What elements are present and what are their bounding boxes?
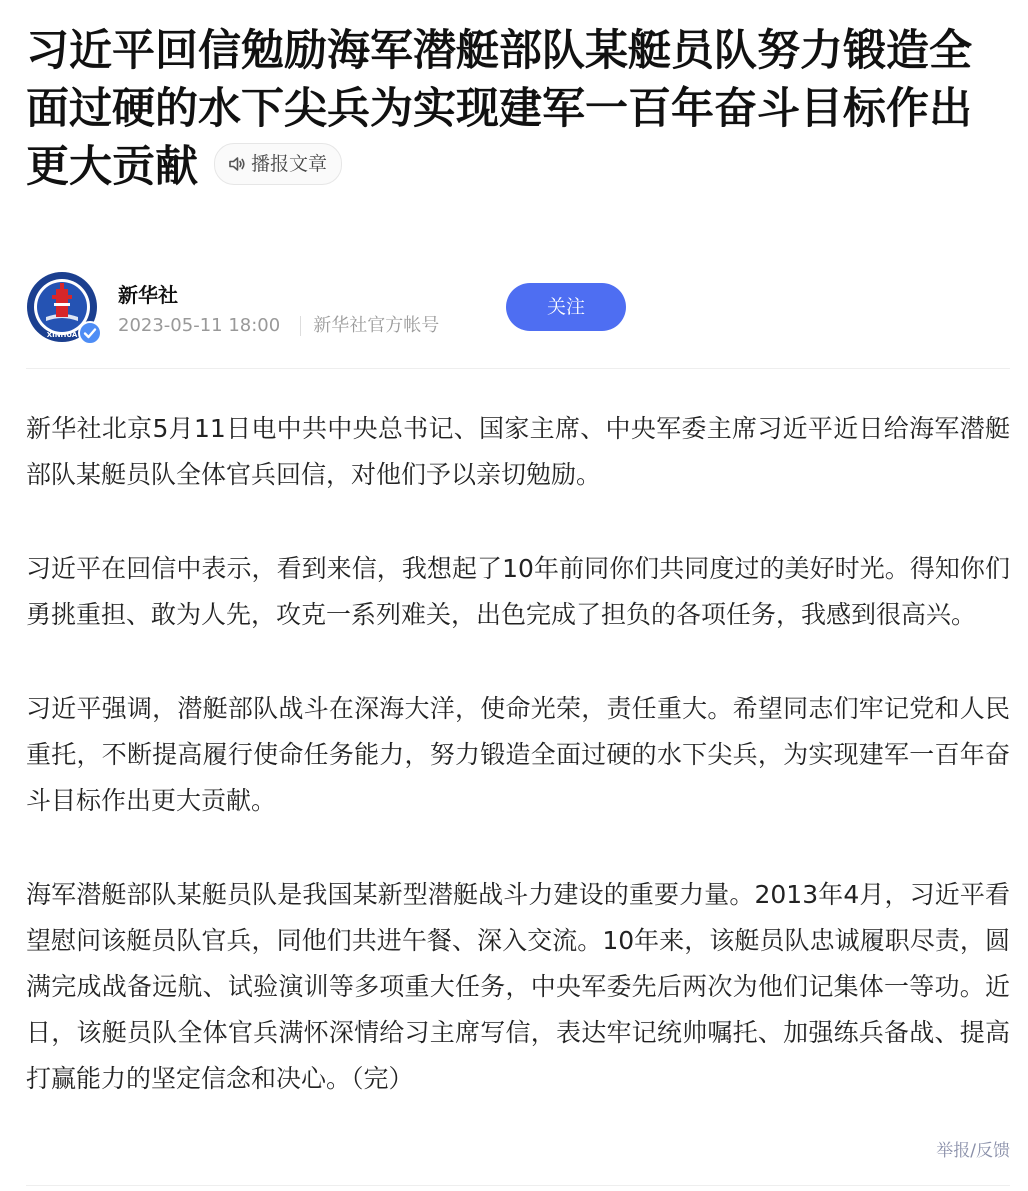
svg-text:XINHUA: XINHUA	[46, 331, 78, 339]
header-divider	[26, 368, 1010, 369]
article-paragraph: 习近平强调，潜艇部队战斗在深海大洋，使命光荣，责任重大。希望同志们牢记党和人民重托，不断提高履行使命任务能力，努力锻造全面过硬的水下尖兵，为实现建军一百年奋斗目标作出更大贡献。	[26, 694, 1010, 815]
publish-time: 2023-05-11 18:00	[118, 315, 281, 336]
meta-divider	[300, 316, 301, 336]
follow-button[interactable]: 关注	[506, 283, 626, 331]
article-title	[26, 22, 1010, 196]
account-type: 新华社官方帐号	[313, 315, 440, 336]
speaker-icon	[227, 154, 247, 174]
verified-check-icon	[78, 321, 102, 345]
author-name[interactable]: 新华社	[118, 283, 178, 307]
tts-label: 播报文章	[251, 152, 328, 175]
author-bar	[26, 271, 1010, 361]
footer-divider	[26, 1185, 1010, 1186]
article-paragraph: 海军潜艇部队某艇员队是我国某新型潜艇战斗力建设的重要力量。2013年4月，习近平看望慰问该艇员队官兵，同他们共进午餐、深入交流。10年来，该艇员队忠诚履职尽责，圆满完成战备远航、试验演训等多项重大任务，中央军委先后两次为他们记集体一等功。近日，该艇员队全体官兵满怀深情给习主席写信，表达牢记统帅嘱托、加强练兵备战、提高打赢能力的坚定信念和决心。（完）	[26, 880, 1010, 1093]
article-paragraph: 习近平在回信中表示，看到来信，我想起了10年前同你们共同度过的美好时光。得知你们勇挑重担、敢为人先，攻克一系列难关，出色完成了担负的各项任务，我感到很高兴。	[26, 554, 1010, 629]
article-title-text: 习近平回信勉励海军潜艇部队某艇员队努力锻造全面过硬的水下尖兵为实现建军一百年奋斗目标作出更大贡献	[26, 26, 972, 192]
tts-play-button[interactable]	[214, 143, 342, 185]
author-meta	[118, 311, 439, 337]
article-paragraph: 新华社北京5月11日电中共中央总书记、国家主席、中央军委主席习近平近日给海军潜艇部队某艇员队全体官兵回信，对他们予以亲切勉励。	[26, 414, 1010, 489]
report-feedback-link[interactable]: 举报/反馈	[936, 1141, 1010, 1161]
article-body	[26, 406, 1010, 1150]
article-page	[26, 22, 1010, 1161]
